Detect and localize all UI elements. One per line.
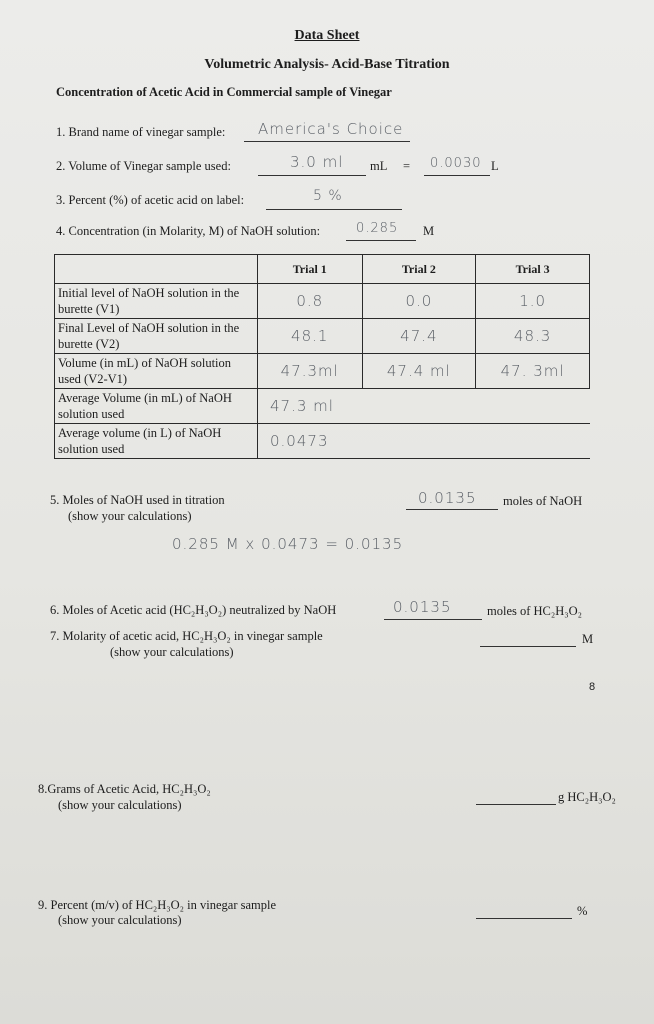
section-heading: Concentration of Acetic Acid in Commercial sample of Vinegar	[56, 85, 392, 99]
table-header-trial-3: Trial 3	[476, 255, 590, 284]
table-row	[55, 284, 590, 319]
q7-answer-line	[480, 646, 576, 647]
q7-label: 7. Molarity of acetic acid, HC₂H₃O₂ in vinegar sample	[50, 629, 323, 643]
q8-answer-line	[476, 804, 556, 805]
q6-answer: 0.0135	[393, 598, 452, 616]
q6-answer-line	[384, 619, 482, 620]
page-number: 8	[589, 681, 596, 693]
q2-ml-line	[258, 175, 366, 176]
q4-answer-line	[346, 240, 416, 241]
q6-unit: moles of HC₂H₃O₂	[487, 604, 583, 618]
row-label-average-ml: Average Volume (in mL) of NaOH solution used	[55, 389, 258, 424]
page-subtitle: Volumetric Analysis- Acid-Base Titration	[204, 57, 450, 72]
cell-volume-trial-1: 47.3ml	[258, 354, 363, 389]
q5-label: 5. Moles of NaOH used in titration	[50, 493, 225, 507]
q2-answer-ml: 3.0 ml	[290, 153, 344, 171]
q5-calculation: 0.285 M x 0.0473 = 0.0135	[172, 535, 404, 553]
q9-sub: (show your calculations)	[58, 913, 182, 927]
table-row	[55, 354, 590, 389]
q9-answer-line	[476, 918, 572, 919]
cell-initial-trial-3: 1.0	[476, 284, 590, 319]
cell-volume-trial-3: 47. 3ml	[476, 354, 590, 389]
q7-sub: (show your calculations)	[110, 645, 234, 659]
cell-initial-trial-2: 0.0	[362, 284, 476, 319]
q3-label: 3. Percent (%) of acetic acid on label:	[56, 193, 245, 207]
cell-final-trial-2: 47.4	[362, 319, 476, 354]
q5-sub: (show your calculations)	[68, 509, 192, 523]
cell-volume-trial-2: 47.4 ml	[362, 354, 476, 389]
table-row	[55, 389, 590, 424]
cell-final-trial-3: 48.3	[476, 319, 590, 354]
q3-answer: 5 %	[313, 188, 343, 204]
q8-sub: (show your calculations)	[58, 798, 182, 812]
q5-unit: moles of NaOH	[503, 494, 583, 508]
q6-label: 6. Moles of Acetic acid (HC₂H₃O₂) neutralized by NaOH	[50, 603, 337, 617]
table-header-blank	[55, 255, 258, 284]
table-header-row	[55, 255, 590, 284]
q9-label: 9. Percent (m/v) of HC₂H₃O₂ in vinegar sample	[38, 898, 277, 912]
cell-initial-trial-1: 0.8	[258, 284, 363, 319]
cell-final-trial-1: 48.1	[258, 319, 363, 354]
row-label-final-level: Final Level of NaOH solution in the burette (V2)	[55, 319, 258, 354]
row-label-volume-used: Volume (in mL) of NaOH solution used (V2-V1)	[55, 354, 258, 389]
cell-average-l: 0.0473	[258, 424, 590, 459]
cell-average-ml: 47.3 ml	[258, 389, 590, 424]
q1-label: 1. Brand name of vinegar sample:	[56, 125, 226, 139]
q5-answer-line	[406, 509, 498, 510]
q7-unit: M	[582, 632, 594, 646]
q4-answer: 0.285	[356, 221, 399, 236]
table-row	[55, 319, 590, 354]
q2-unit-ml: mL	[370, 159, 388, 173]
q2-label: 2. Volume of Vinegar sample used:	[56, 159, 231, 173]
row-label-average-l: Average volume (in L) of NaOH solution used	[55, 424, 258, 459]
table-header-trial-2: Trial 2	[362, 255, 476, 284]
q1-answer-line	[244, 141, 410, 142]
q5-answer: 0.0135	[418, 489, 477, 507]
q3-answer-line	[266, 209, 402, 210]
table-header-trial-1: Trial 1	[258, 255, 363, 284]
q2-equals: =	[403, 159, 411, 173]
page-title: Data Sheet	[294, 28, 360, 43]
q1-answer: America's Choice	[258, 120, 404, 138]
q4-unit: M	[423, 224, 435, 238]
table-row	[55, 424, 590, 459]
q2-l-line	[424, 175, 490, 176]
titration-table	[54, 254, 590, 459]
q9-unit: %	[577, 904, 588, 918]
row-label-initial-level: Initial level of NaOH solution in the burette (V1)	[55, 284, 258, 319]
q4-label: 4. Concentration (in Molarity, M) of NaOH solution:	[56, 224, 321, 238]
q2-answer-l: 0.0030	[430, 156, 482, 171]
q8-unit: g HC₂H₃O₂	[558, 790, 616, 804]
q2-unit-l: L	[491, 159, 499, 173]
q8-label: 8.Grams of Acetic Acid, HC₂H₃O₂	[38, 782, 211, 796]
